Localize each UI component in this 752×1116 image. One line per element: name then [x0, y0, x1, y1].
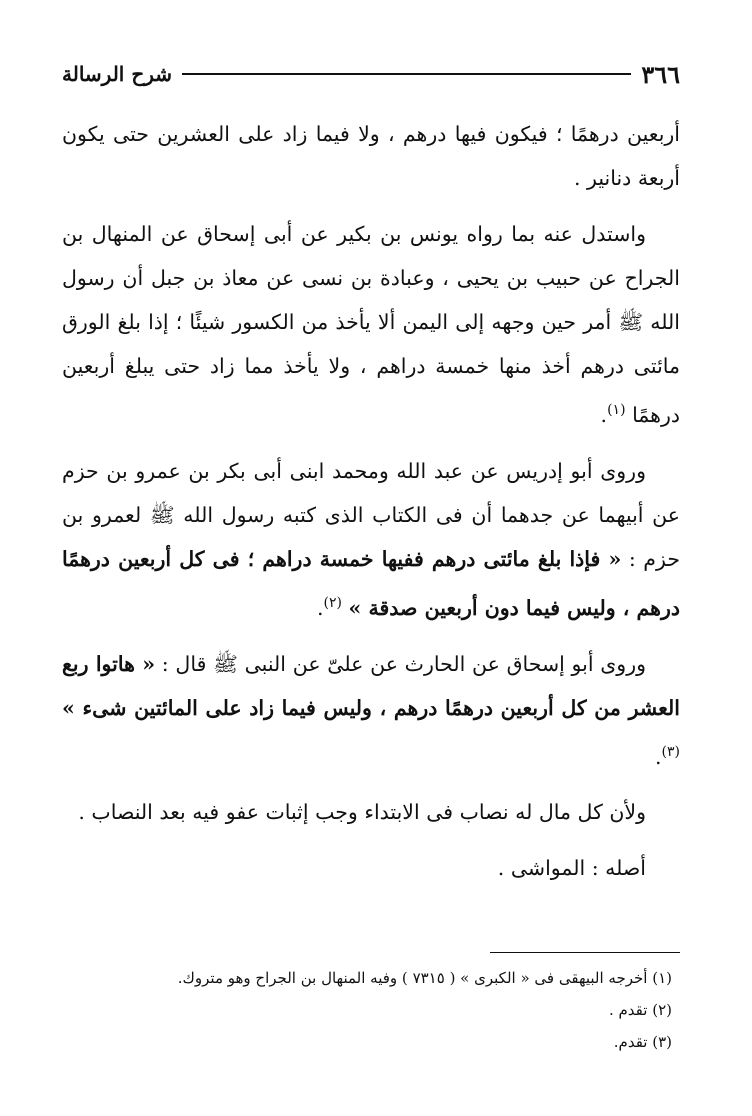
header-rule	[182, 73, 631, 75]
running-title: شرح الرسالة	[62, 62, 173, 86]
footnote-ref: (٣)	[661, 743, 680, 760]
footnote: (٢) تقدم .	[608, 1001, 672, 1019]
paragraph	[62, 790, 680, 834]
footnote-ref: (٢)	[323, 594, 343, 611]
hadith-quote: « فإذا بلغ مائتى درهم ففيها خمسة دراهم ؛ فى كل أربعين درهمًا درهم ، وليس فيما دون أربعين صدقة »	[62, 546, 680, 620]
paragraph-text: أصله : المواشى .	[497, 856, 646, 881]
paragraph-text: واستدل عنه بما رواه يونس بن بكير عن أبى إسحاق عن المنهال بن الجراح عن حبيب بن يحيى ، وعبادة بن نسى عن معاذ بن جبل أن رسول الله ﷺ أمر حين وجهه إلى اليمن ألا يأخذ من الكسور شيئًا ؛ إذا بلغ الورق مائتى درهم أخذ منها خمسة دراهم ، ولا يأخذ مما زاد حتى يبلغ أربعين درهمًا	[62, 222, 681, 427]
paragraph-text: وروى أبو إسحاق عن الحارث عن علىّ عن النبى ﷺ قال :	[155, 651, 647, 676]
paragraph-text: وروى أبو إدريس عن عبد الله ومحمد ابنى أبى بكر بن عمرو بن حزم عن أبيهما عن جدهما أن فى الكتاب الذى كتبه رسول الله ﷺ لعمرو بن حزم :	[62, 458, 680, 571]
paragraph-text: ولأن كل مال له نصاب فى الابتداء وجب إثبات عفو فيه بعد النصاب .	[78, 800, 646, 825]
paragraph	[62, 642, 680, 779]
body-text	[62, 112, 680, 902]
footnote: (٣) تقدم.	[613, 1033, 672, 1051]
paragraph	[62, 846, 680, 890]
hadith-quote: « هاتوا ربع العشر من كل أربعين درهمًا درهم ، وليس فيما زاد على المائتين شىء »	[62, 651, 680, 720]
footnotes	[62, 962, 672, 1058]
paragraph	[62, 212, 680, 437]
paragraph-text: .	[600, 402, 608, 427]
paragraph	[62, 449, 680, 630]
paragraph-text: .	[317, 595, 324, 620]
page-number: ٣٦٦	[641, 59, 680, 89]
footnote-separator	[490, 952, 680, 953]
footnote: (١) أخرجه البيهقى فى « الكبرى » ( ٧٣١٥ ) وفيه المنهال بن الجراح وهو متروك.	[177, 969, 672, 987]
footnote-ref: (١)	[607, 402, 626, 418]
paragraph-text: .	[655, 744, 662, 769]
page-header	[62, 56, 680, 92]
paragraph-text: أربعين درهمًا ؛ فيكون فيها درهم ، ولا فيما زاد على العشرين حتى يكون أربعة دنانير .	[62, 122, 680, 190]
paragraph	[62, 112, 680, 200]
